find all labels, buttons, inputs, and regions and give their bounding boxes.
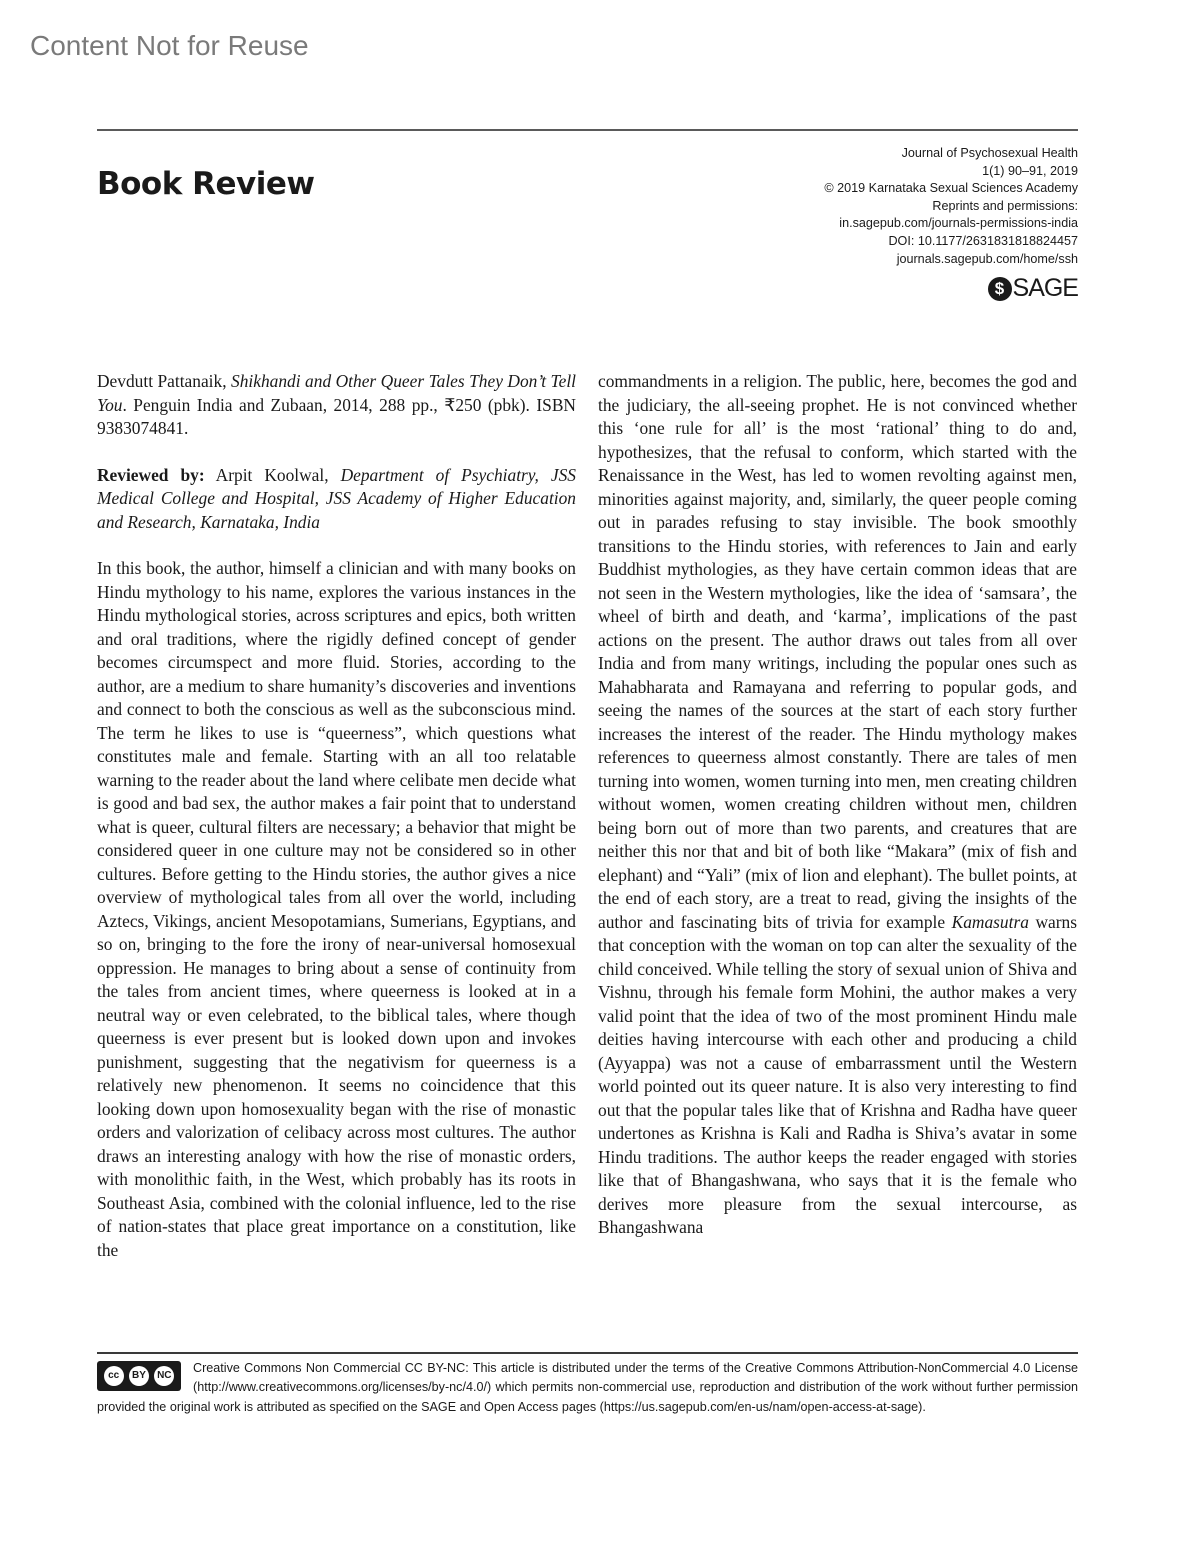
journal-homepage-link[interactable]: journals.sagepub.com/home/ssh xyxy=(896,251,1078,266)
bottom-divider xyxy=(97,1352,1078,1354)
reviewer-affiliation: Department of Psychiatry, JSS Medical College and Hospital, JSS Academy of Higher Education and Research, Karnataka, India xyxy=(97,464,577,532)
license-text: Creative Commons Non Commercial CC BY-NC: This article is distributed under the terms of the Creative Commons Attribution-NonCommercial 4.0 License (http://www.creativecommons.org/licenses/by-nc/4.0/) which permits non-commercial use, reproduction and distribution of the work without further permission provided the original work is attributed as specified on the SAGE and Open Access pages (https://us.sagepub.com/en-us/nam/open-access-at-sage). xyxy=(97,1361,1078,1414)
sage-logo xyxy=(988,274,1078,303)
nc-icon: NC xyxy=(154,1366,174,1386)
by-icon: BY xyxy=(129,1366,149,1386)
citation-details: . Penguin India and Zubaan, 2014, 288 pp., ₹250 (pbk). ISBN 9383074841. xyxy=(97,394,576,438)
journal-info xyxy=(824,145,1078,268)
review-body-left: In this book, the author, himself a clinician and with many books on Hindu mythology to his name, explores the various instances in the Hindu mythological stories, across scriptures and epics, both written and oral traditions, where the rigidly defined concept of gender becomes circumspect and more fluid. Stories, according to the author, are a medium to share humanity’s discoveries and inventions and connect to both the conscious as well as the subconscious mind. The term he likes to use is “queerness”, which questions what constitutes male and female. Starting with an all too relatable warning to the reader about the land where celibate men decide what is good and bad sex, the author makes a fair point that to understand what is queer, cultural filters are necessary; a behavior that might be considered queer in one culture may not be considered so in other cultures. Before getting to the Hindu stories, the author gives a nice overview of mythological tales from all over the world, including Aztecs, Vikings, ancient Mesopotamians, Sumerians, Egyptians, and so on, bringing to the fore the irony of near-universal homosexual oppression. He manages to bring about a sense of continuity from the tales from ancient times, where queerness is looked at in a neutral way or even celebrated, to the biblical tales, where though queerness is ever present but is looked down upon and invokes punishment, suggesting that the negativism for queerness is a relatively new phenomenon. It seems no coincidence that this looking down upon homosexuality began with the rise of monastic orders and valorization of celibacy across most cultures. The author draws an interesting analogy with how the rise of monastic orders, with monolithic faith, in the West, which probably has its roots in Southeast Asia, combined with the colonial influence, led to the rise of nation-states that place great importance on a constitution, like the xyxy=(97,558,576,1260)
journal-copyright: © 2019 Karnataka Sexual Sciences Academy xyxy=(824,181,1078,196)
body-right-italic: Kamasutra xyxy=(951,911,1029,932)
citation-title: Shikhandi and Other Queer Tales They Don’t Tell You xyxy=(97,371,576,415)
body-right-part-1: commandments in a religion. The public, here, becomes the god and the judiciary, the all-seeing prophet. He is not convinced whether this ‘one rule for all’ is the most ‘rational’ thing to do and, hypothesizes, that the refusal to conform, which started with the Renaissance in the West, has led to women revolting against men, minorities against majority, and, similarly, the queer people coming out in parades refusing to stay invisible. The book smoothly transitions to the Hindu stories, with references to Jain and early Buddhist mythologies, as they have certain common ideas that are not seen in the Western mythologies, like the idea of ‘samsara’, the wheel of birth and death, and ‘karma’, implications of the past actions on the present. The author draws out tales from all over India and from many writings, including the popular ones such as Mahabharata and Ramayana and referring to popular gods, and seeing the names of the sources at the start of each story further increases the interest of the reader. The Hindu mythology makes references to queerness almost constantly. There are tales of men turning into women, women turning into men, men creating children without women, women creating children without men, children being born out of more than two parents, and creatures that are neither this nor that and bit of both like “Makara” (mix of fish and elephant) and “Yali” (mix of lion and elephant). The bullet points, at the end of each story, are a treat to read, giving the insights of the author and fascinating bits of trivia for example xyxy=(598,371,1077,932)
review-body-right xyxy=(598,370,1077,1240)
reviewer-label: Reviewed by: xyxy=(97,464,205,485)
reviewer-line xyxy=(97,464,576,535)
right-column xyxy=(598,370,1077,1240)
cc-license-badge-icon xyxy=(97,1361,181,1391)
journal-name: Journal of Psychosexual Health xyxy=(901,146,1078,160)
top-divider xyxy=(97,129,1078,131)
watermark: Content Not for Reuse xyxy=(30,30,309,61)
journal-volume: 1(1) 90–91, 2019 xyxy=(982,163,1078,178)
page-title: Book Review xyxy=(97,166,315,202)
journal-doi[interactable]: DOI: 10.1177/2631831818824457 xyxy=(888,233,1078,248)
sage-s-icon: $ xyxy=(988,277,1012,301)
sage-logo-text: SAGE xyxy=(1012,274,1078,302)
book-citation xyxy=(97,370,576,441)
left-column xyxy=(97,370,576,1262)
cc-icon: cc xyxy=(104,1366,124,1386)
citation-author: Devdutt Pattanaik, xyxy=(97,371,232,391)
body-right-part-2: warns that conception with the woman on top can alter the sexuality of the child conceived. While telling the story of sexual union of Shiva and Vishnu, through his female form Mohini, the author makes a very valid point that the idea of two of the most prominent Hindu male deities having intercourse with each other and producing a child (Ayyappa) was not a cause of embarrassment until the Western world pointed out its queer nature. It is also very interesting to find out that the popular tales like that of Krishna and Radha have queer undertones as Krishna is Kali and Radha is Shiva’s avatar in some Hindu traditions. The author keeps the reader engaged with stories like that of Bhangashwana, who says that it is the female who derives more pleasure from the sexual intercourse, as Bhangashwana xyxy=(598,911,1077,1237)
journal-permissions-link[interactable]: in.sagepub.com/journals-permissions-india xyxy=(839,216,1078,231)
journal-reprints-label: Reprints and permissions: xyxy=(932,198,1078,213)
license-notice xyxy=(97,1359,1078,1417)
reviewer-name: Arpit Koolwal, xyxy=(204,464,341,485)
